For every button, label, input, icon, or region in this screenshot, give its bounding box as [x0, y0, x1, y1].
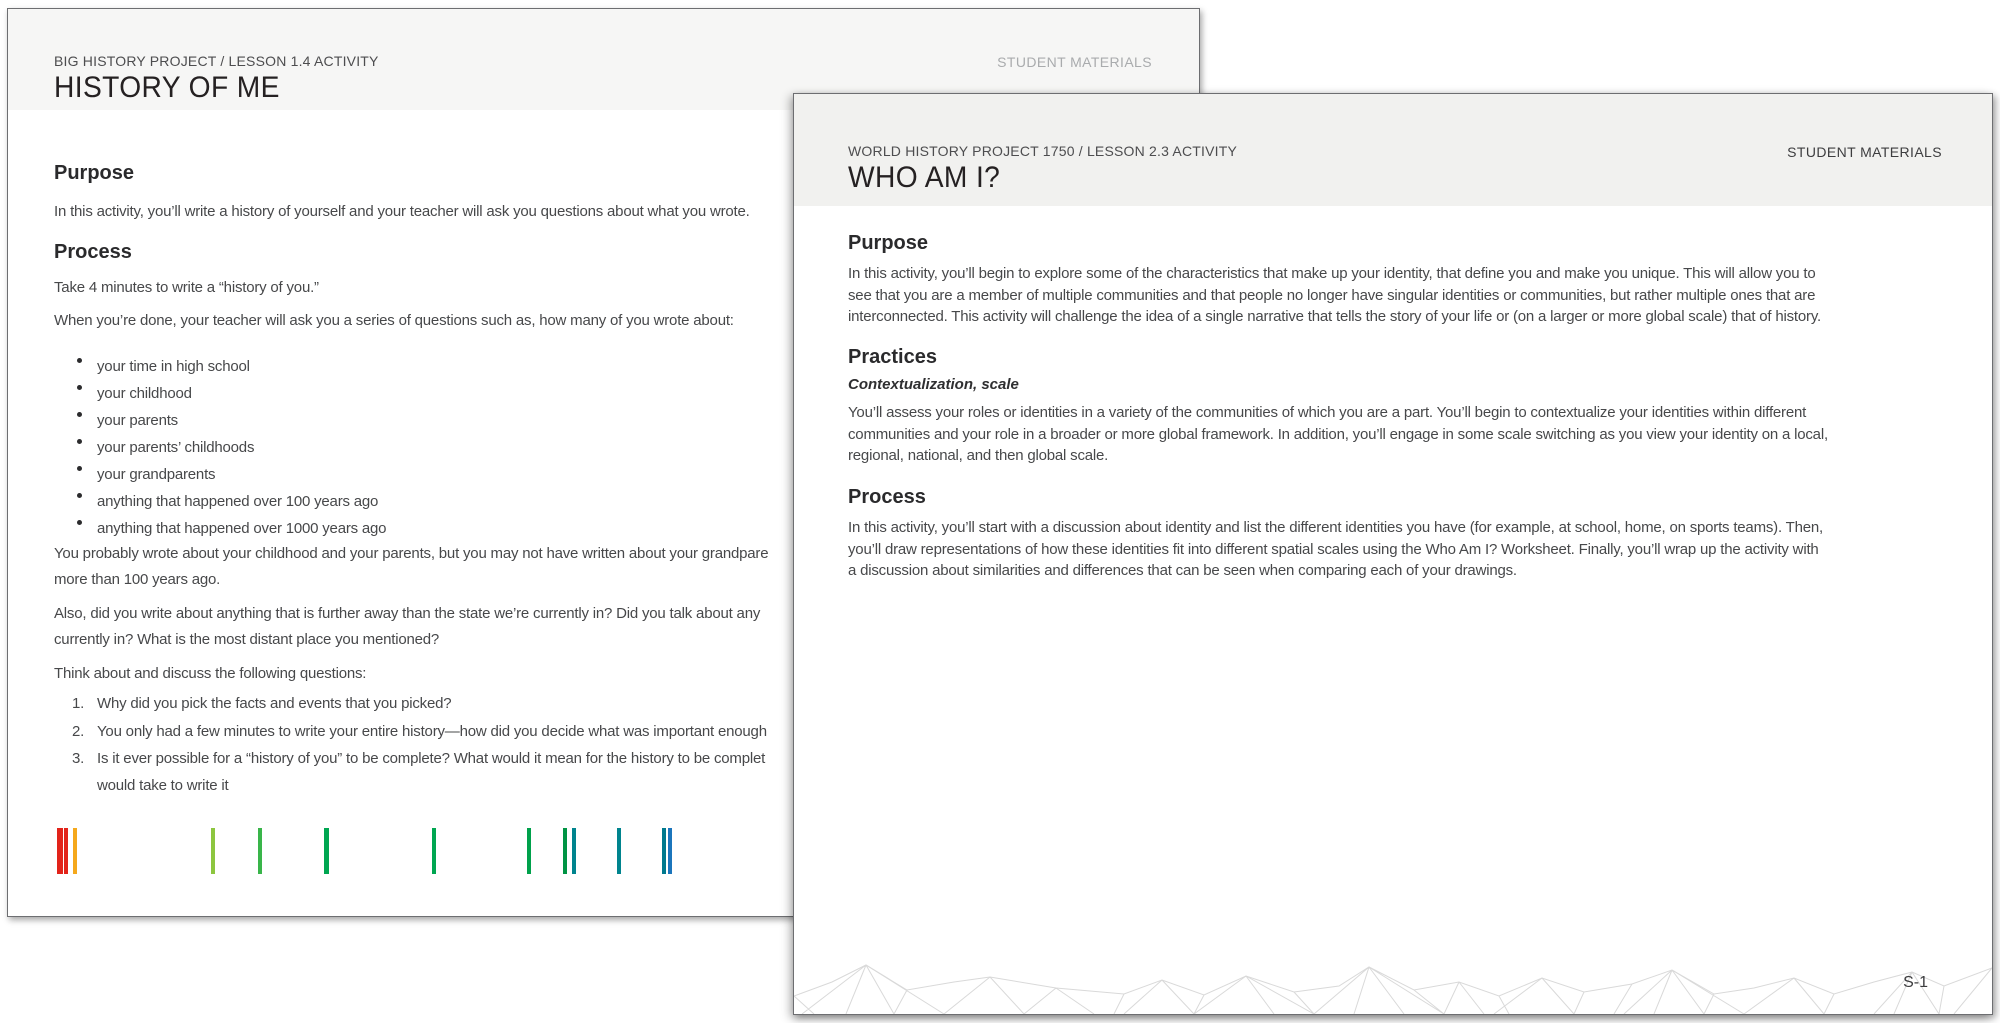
bullet-icon [77, 358, 82, 363]
bullet-icon [77, 520, 82, 525]
paragraph: Think about and discuss the following questions: [54, 665, 367, 682]
practices-paragraph: You’ll assess your roles or identities in a variety of the communities of which you are a part. You’ll begin to contextualize your identities within different communities and your role in a broader or more global framework. In addition, you’ll engage in some scale switching as you view your identity on a local, regional, national, and then global scale. [848, 404, 1828, 464]
page-title: WHO AM I? [848, 161, 1001, 194]
timeline-tick [572, 828, 576, 874]
process-heading: Process [848, 486, 926, 508]
process-paragraph: Take 4 minutes to write a “history of you.” [54, 279, 319, 296]
timeline-tick [57, 828, 63, 874]
process-heading: Process [54, 241, 132, 263]
lowpoly-mountains-decoration [794, 952, 1992, 1014]
page-number: S-1 [1903, 974, 1928, 991]
purpose-heading: Purpose [848, 232, 929, 254]
paragraph: You probably wrote about your childhood and your parents, but you may not have written about your grandpare more than 100 years ago. [54, 545, 769, 588]
paragraph: Also, did you write about anything that is further away than the state we’re currently in? Did you talk about any currently in? What is the most distant place you mentioned? [54, 605, 761, 648]
process-paragraph: In this activity, you’ll start with a discussion about identity and list the different identities you have (for example, at school, home, on sports teams). Then, you’ll draw representations of how these identities fit into different spatial scales using the Who Am I? Worksheet. Finally, you’ll wrap up the activity with a discussion about similarities and differences that can be seen when comparing each of your drawings. [848, 519, 1823, 579]
bullet-icon [77, 412, 82, 417]
lesson-breadcrumb: BIG HISTORY PROJECT / LESSON 1.4 ACTIVITY [54, 53, 379, 69]
document-page-history-of-me: BIG HISTORY PROJECT / LESSON 1.4 ACTIVITY HISTORY OF ME STUDENT MATERIALS Purpose In this activity, you’ll write a history of yourself and your teacher will ask you questions about what you wrote. Process Take 4 minutes to write a “history of you.” When you’re done, your teacher will ask you a series of questions such as, how many of you wrote about: your time in high school your childhood your parents your parents’ childhoods your grandparents anything that happened over 100 years ago anything that happened over 1000 years ago You probably wrote about your childhood and your parents, but you may not have written about your grandpare more than 100 years ago. Also, did you write about anything that is further away than the state we’re currently in? Did you talk about any currently in? What is the most distant place you mentioned? Think about and discuss the following questions: 1. Why did you pick the facts and events that you picked? 2. You only had a few minutes to write your entire history—how did you decide what was important enough 3. Is it ever possible for a “history of you” to be complete? What would it mean for the history to be complet would take to write it [7, 8, 1200, 917]
bullet-icon [77, 385, 82, 390]
purpose-paragraph: In this activity, you’ll write a history of yourself and your teacher will ask you questions about what you wrote. [54, 203, 750, 220]
timeline-tick [258, 828, 262, 874]
bullet-icon [77, 466, 82, 471]
timeline-tick [668, 828, 672, 874]
timeline-tick [211, 828, 215, 874]
timeline-tick [527, 828, 531, 874]
practices-subheading: Contextualization, scale [848, 376, 1019, 393]
timeline-tick [324, 828, 329, 874]
bullet-icon [77, 439, 82, 444]
timeline-tick [432, 828, 436, 874]
materials-label: STUDENT MATERIALS [997, 54, 1152, 70]
practices-heading: Practices [848, 346, 937, 368]
timeline-tick [73, 828, 77, 874]
page-title: HISTORY OF ME [54, 71, 280, 104]
bullet-icon [77, 493, 82, 498]
lesson-breadcrumb: WORLD HISTORY PROJECT 1750 / LESSON 2.3 ACTIVITY [848, 143, 1238, 159]
timeline-tick [563, 828, 567, 874]
document-page-who-am-i [793, 93, 1993, 1015]
process-paragraph: When you’re done, your teacher will ask you a series of questions such as, how many of you wrote about: [54, 312, 734, 329]
timeline-tick [662, 828, 666, 874]
timeline-tick [617, 828, 621, 874]
purpose-paragraph: In this activity, you’ll begin to explore some of the characteristics that make up your identity, that define you and make you unique. This will allow you to see that you are a member of multiple communities and that people no longer have singular identities or communities, but rather multiple ones that are interconnected. This activity will challenge the idea of a single narrative that tells the story of your life or (on a larger or more global scale) that of history. [848, 265, 1821, 325]
materials-label: STUDENT MATERIALS [1787, 144, 1942, 160]
timeline-tick [64, 828, 68, 874]
purpose-heading: Purpose [54, 162, 135, 184]
